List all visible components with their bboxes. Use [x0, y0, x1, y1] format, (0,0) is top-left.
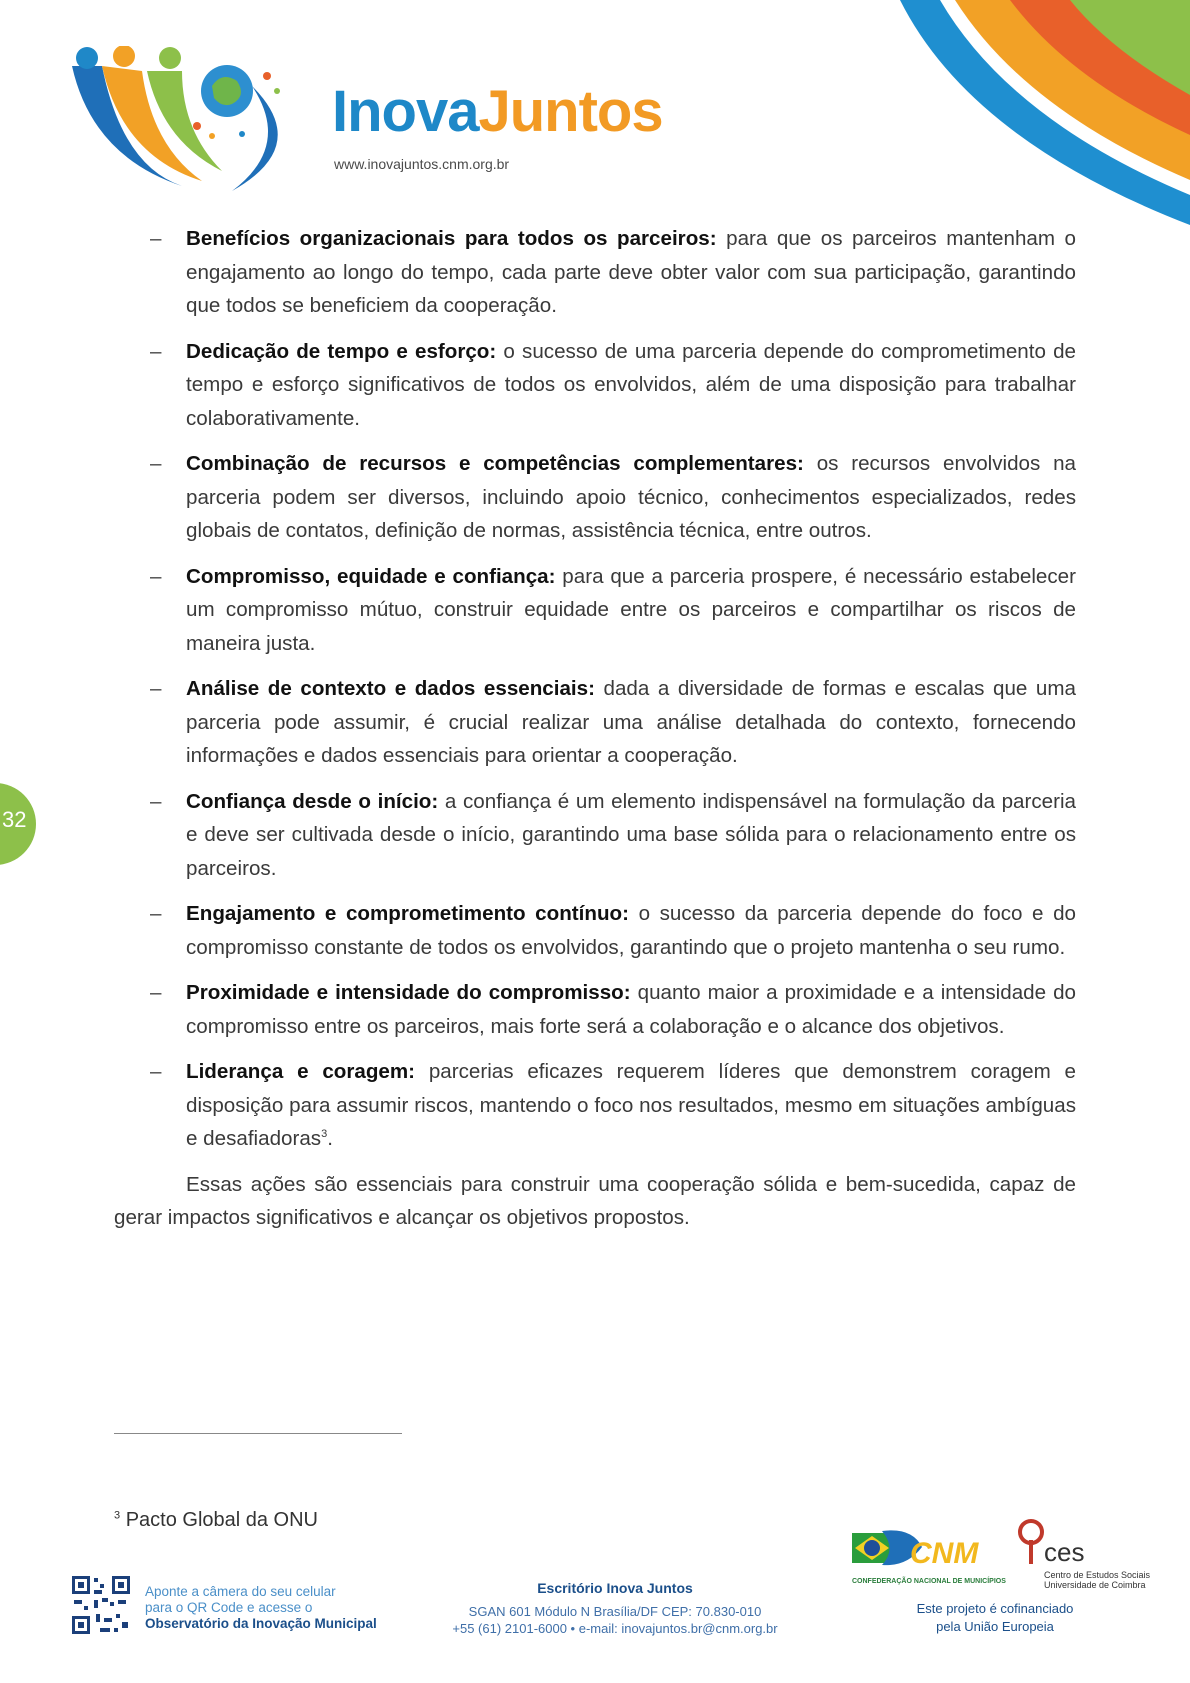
footnote: [114, 1509, 318, 1532]
ces-caption-line1: Centro de Estudos Sociais: [1044, 1570, 1151, 1580]
bullet-heading: Confiança desde o início:: [186, 789, 439, 813]
bullet-dash: –: [150, 339, 162, 363]
bullet-heading: Combinação de recursos e competências complementares:: [186, 452, 804, 475]
bullet-text: quanto maior a proximidade e a intensidade do compromisso entre os parceiros, mais forte será a colaboração e o alcance dos objetivos.: [186, 981, 1076, 1038]
bullet-text-tail: .: [327, 1127, 333, 1150]
eu-funding-note: [900, 1600, 1090, 1636]
corner-swoosh-decoration: [860, 0, 1190, 240]
bullet-heading: Dedicação de tempo e esforço:: [186, 339, 497, 363]
eu-note-line2: pela União Europeia: [936, 1619, 1054, 1634]
ces-caption-line2: Universidade de Coimbra: [1044, 1580, 1146, 1590]
qr-text-line3: Observatório da Inovação Municipal: [145, 1616, 377, 1631]
bullet-text: para que a parceria prospere, é necessário estabelecer um compromisso mútuo, construir equidade entre os parceiros e compartilhar os riscos de maneira justa.: [186, 564, 1076, 655]
bullet-text: o sucesso da parceria depende do foco e do compromisso constante de todos os envolvidos, garantindo que o projeto mantenha o seu rumo.: [186, 902, 1077, 959]
logo-inova-text: Inova: [332, 79, 479, 144]
bullet-text: os recursos envolvidos na parceria podem ser diversos, incluindo apoio técnico, conhecimentos especializados, redes globais de contatos, definição de normas, assistência técnica, entre outros.: [186, 452, 1076, 542]
bullet-dash: –: [150, 981, 162, 1004]
page-number: 32: [2, 807, 27, 832]
bullet-dash: –: [150, 677, 162, 700]
qr-text-line1: Aponte a câmera do seu celular: [145, 1584, 336, 1599]
footnote-divider: [114, 1433, 402, 1434]
office-info: [420, 1580, 810, 1637]
footnote-reference[interactable]: 3: [321, 1128, 328, 1141]
cnm-caption: CONFEDERAÇÃO NACIONAL DE MUNICÍPIOS: [852, 1578, 1006, 1585]
bullet-text: parcerias eficazes requerem líderes que demonstrem coragem e disposição para assumir riscos, mantendo o foco nos resultados, mesmo em situações ambíguas e desafiadoras: [186, 1060, 1077, 1150]
bullet-dash: –: [150, 902, 162, 925]
list-item: [114, 976, 1076, 1043]
list-item: [114, 335, 1076, 436]
list-item: [114, 672, 1076, 773]
logo-juntos-text: Juntos: [478, 79, 663, 144]
footnote-text: Pacto Global da ONU: [125, 1509, 319, 1531]
main-content: [114, 222, 1076, 1255]
bullet-heading: Benefícios organizacionais para todos os parceiros:: [186, 227, 717, 250]
bullet-heading: Engajamento e comprometimento contínuo:: [186, 902, 629, 925]
cnm-logo-text: CNM: [910, 1537, 979, 1570]
bullet-dash: –: [150, 1060, 162, 1083]
list-item: [114, 897, 1076, 964]
office-address: SGAN 601 Módulo N Brasília/DF CEP: 70.830-010: [468, 1604, 762, 1619]
cnm-flag-logo-icon: [852, 1527, 987, 1577]
office-contact[interactable]: +55 (61) 2101-6000 • e-mail: inovajuntos.br@cnm.org.br: [452, 1621, 778, 1636]
bullet-dash: –: [150, 564, 162, 588]
bullet-dash: –: [150, 227, 162, 250]
bullet-text: a confiança é um elemento indispensável na formulação da parceria e deve ser cultivada desde o início, garantindo uma base sólida para o relacionamento entre os parceiros.: [186, 789, 1076, 880]
qr-instructions: [145, 1584, 377, 1632]
list-item: [114, 1055, 1076, 1156]
bullet-text: dada a diversidade de formas e escalas que uma parceria pode assumir, é crucial realizar uma análise detalhada do contexto, fornecendo informações e dados essenciais para orientar a cooperação.: [186, 677, 1076, 767]
logo-wordmark: [332, 78, 663, 145]
list-item: [114, 222, 1076, 323]
bullet-text: o sucesso de uma parceria depende do comprometimento de tempo e esforço significativos de todos os envolvidos, além de uma disposição para trabalhar colaborativamente.: [186, 339, 1076, 430]
bullet-heading: Liderança e coragem:: [186, 1060, 416, 1083]
list-item: [114, 560, 1076, 661]
closing-paragraph: Essas ações são essenciais para construir uma cooperação sólida e bem-sucedida, capaz de gerar impactos significativos e alcançar os objetivos propostos.: [114, 1172, 1076, 1229]
bullet-heading: Análise de contexto e dados essenciais:: [186, 677, 595, 700]
bullet-heading: Proximidade e intensidade do compromisso:: [186, 981, 631, 1004]
qr-code-icon[interactable]: [70, 1574, 132, 1636]
bullet-heading: Compromisso, equidade e confiança:: [186, 564, 556, 588]
bullet-dash: –: [150, 789, 162, 813]
ces-logo-text: ces: [1044, 1537, 1085, 1567]
list-item: [114, 447, 1076, 548]
globe-people-logo-icon: [62, 46, 312, 196]
qr-text-line2: para o QR Code e acesse o: [145, 1600, 313, 1615]
inova-juntos-logo: [62, 46, 682, 206]
bullet-text: para que os parceiros mantenham o engajamento ao longo do tempo, cada parte deve obter valor com sua participação, garantindo que todos se beneficiem da cooperação.: [186, 227, 1076, 317]
ces-logo-icon: [1014, 1518, 1048, 1568]
logo-url[interactable]: www.inovajuntos.cnm.org.br: [334, 156, 510, 172]
ces-caption: [1044, 1570, 1150, 1590]
bullet-dash: –: [150, 452, 162, 475]
list-item: [114, 785, 1076, 886]
footnote-mark: 3: [114, 1509, 121, 1522]
office-title: Escritório Inova Juntos: [537, 1580, 693, 1596]
eu-note-line1: Este projeto é cofinanciado: [916, 1601, 1074, 1616]
